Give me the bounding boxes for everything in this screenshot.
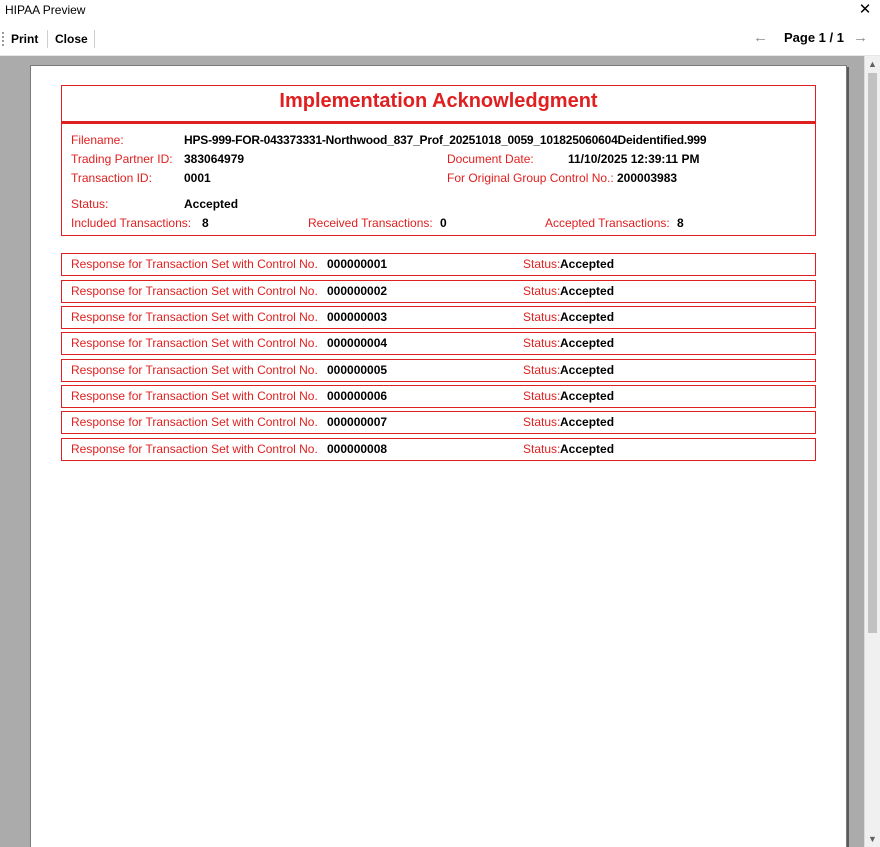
document-date-label: Document Date: <box>447 152 534 166</box>
scroll-down-icon[interactable]: ▼ <box>868 834 877 844</box>
status-value: Accepted <box>560 415 615 429</box>
response-row <box>61 306 816 329</box>
response-row <box>61 332 816 355</box>
status-label: Status: <box>523 284 561 298</box>
document-page <box>30 65 847 847</box>
accepted-transactions-value: 8 <box>677 216 684 230</box>
filename-label: Filename: <box>71 133 124 147</box>
accepted-transactions-label: Accepted Transactions: <box>545 216 670 230</box>
status-label: Status: <box>523 363 561 377</box>
trading-partner-label: Trading Partner ID: <box>71 152 173 166</box>
response-row <box>61 280 816 303</box>
status-value: Accepted <box>560 389 615 403</box>
status-value: Accepted <box>560 442 615 456</box>
response-label: Response for Transaction Set with Control No. <box>71 389 318 403</box>
response-row <box>61 253 816 276</box>
transaction-id-value: 0001 <box>184 171 211 185</box>
toolbar-separator <box>94 30 95 48</box>
control-number: 000000006 <box>327 389 388 403</box>
control-number: 000000007 <box>327 415 388 429</box>
response-label: Response for Transaction Set with Control No. <box>71 363 318 377</box>
status-value: Accepted <box>560 257 615 271</box>
response-label: Response for Transaction Set with Control No. <box>71 336 318 350</box>
status-label: Status: <box>523 415 561 429</box>
print-button[interactable]: Print <box>11 32 39 46</box>
status-label: Status: <box>523 389 561 403</box>
included-transactions-value: 8 <box>202 216 209 230</box>
trading-partner-value: 383064979 <box>184 152 245 166</box>
status-label: Status: <box>71 197 109 211</box>
preview-viewport[interactable] <box>0 56 864 847</box>
control-number: 000000004 <box>327 336 388 350</box>
status-value: Accepted <box>184 197 239 211</box>
scrollbar-thumb[interactable] <box>868 73 877 633</box>
orig-group-label: For Original Group Control No.: <box>447 171 614 185</box>
status-value: Accepted <box>560 363 615 377</box>
control-number: 000000005 <box>327 363 388 377</box>
toolbar-grip[interactable] <box>2 32 6 46</box>
response-label: Response for Transaction Set with Control No. <box>71 284 318 298</box>
vertical-scrollbar[interactable] <box>864 56 880 847</box>
status-label: Status: <box>523 257 561 271</box>
response-label: Response for Transaction Set with Control No. <box>71 442 318 456</box>
control-number: 000000008 <box>327 442 388 456</box>
arrow-right-icon[interactable]: → <box>853 29 868 46</box>
response-row <box>61 359 816 382</box>
received-transactions-label: Received Transactions: <box>308 216 433 230</box>
response-row <box>61 411 816 434</box>
included-transactions-label: Included Transactions: <box>71 216 192 230</box>
status-value: Accepted <box>560 284 615 298</box>
header-box <box>61 85 816 236</box>
control-number: 000000002 <box>327 284 388 298</box>
document-title: Implementation Acknowledgment <box>279 90 598 112</box>
transaction-id-label: Transaction ID: <box>71 171 152 185</box>
close-button[interactable]: Close <box>55 32 88 46</box>
status-value: Accepted <box>560 336 615 350</box>
control-number: 000000003 <box>327 310 388 324</box>
status-label: Status: <box>523 310 561 324</box>
orig-group-value: 200003983 <box>617 171 678 185</box>
filename-value: HPS-999-FOR-043373331-Northwood_837_Prof_20251018_0059_101825060604Deidentified.999 <box>184 133 707 147</box>
response-label: Response for Transaction Set with Control No. <box>71 415 318 429</box>
status-value: Accepted <box>560 310 615 324</box>
response-row <box>61 438 816 461</box>
status-label: Status: <box>523 442 561 456</box>
window-title: HIPAA Preview <box>5 3 86 17</box>
response-row <box>61 385 816 408</box>
close-icon[interactable]: ✕ <box>858 1 872 18</box>
title-bar <box>0 0 880 24</box>
control-number: 000000001 <box>327 257 388 271</box>
toolbar <box>0 24 880 56</box>
response-label: Response for Transaction Set with Control No. <box>71 257 318 271</box>
received-transactions-value: 0 <box>440 216 447 230</box>
document-date-value: 11/10/2025 12:39:11 PM <box>568 152 700 166</box>
title-divider <box>62 121 815 124</box>
status-label: Status: <box>523 336 561 350</box>
toolbar-separator <box>47 30 48 48</box>
scroll-up-icon[interactable]: ▲ <box>868 59 877 69</box>
arrow-left-icon[interactable]: ← <box>753 29 768 46</box>
response-label: Response for Transaction Set with Control No. <box>71 310 318 324</box>
page-indicator: Page 1 / 1 <box>784 30 844 45</box>
